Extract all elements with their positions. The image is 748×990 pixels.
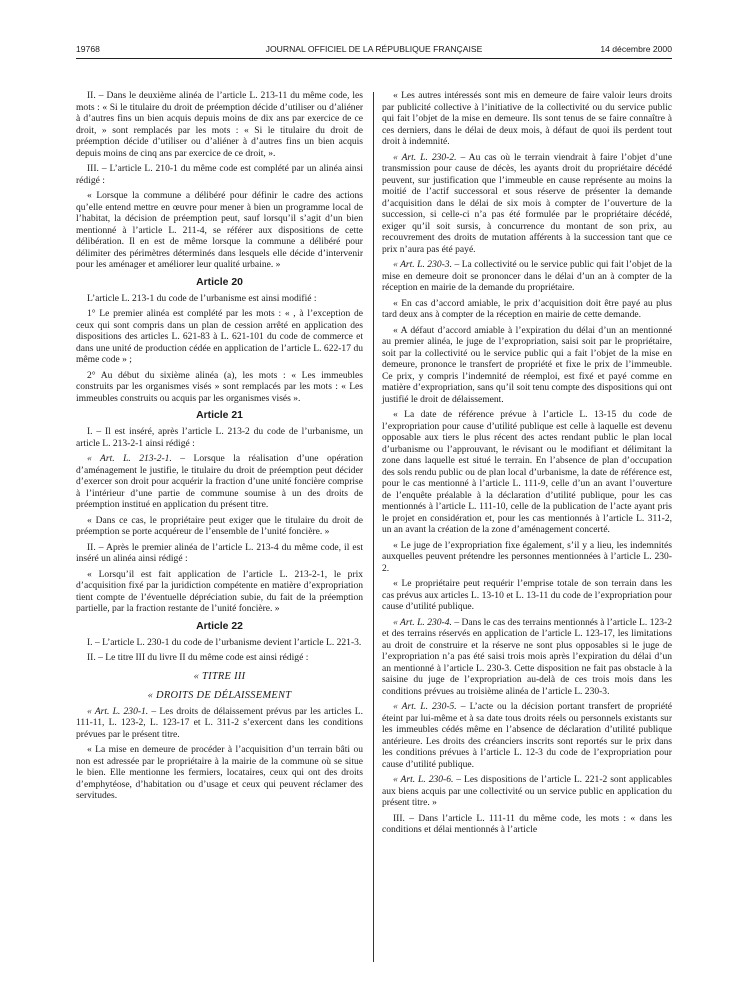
article-reference: « Art. L. 230-2. (393, 151, 457, 163)
publication-date: 14 décembre 2000 (600, 44, 672, 54)
article-reference: « Art. L. 230-4. (393, 616, 452, 628)
header-rule (76, 58, 672, 59)
titre-heading: « TITRE III (193, 670, 246, 682)
paragraph: II. – Dans le deuxième alinéa de l’article L. 213-11 du même code, les mots : « Si le titulaire du droit de préemption décide d’utiliser ou d’aliéner à d’autres fins un bien acquis depuis moins de dix ans par exercice de ce droit, » sont remplacés par les mots : « Si le titulaire du droit de préemption décide d’utiliser ou d’aliéner à d’autres fins un bien acquis depuis moins de cinq ans par exercice de ce droit, ». (76, 90, 363, 159)
section-heading: « DROITS DE DÉLAISSEMENT (147, 689, 292, 701)
paragraph: « En cas d’accord amiable, le prix d’acquisition doit être payé au plus tard deux ans à compter de la réception en mairie de cette demande. (382, 297, 672, 320)
paragraph: « Lorsque la commune a délibéré pour définir le cadre des actions qu’elle entend mettre en œuvre pour mener à bien un programme local de l’habitat, la décision de préemption peut, sauf lorsqu’il s’agit d’un bien mentionné à l’article L. 211-4, se référer aux dispositions de cette délibération. Il en est de même lorsque la commune a délibéré pour délimiter des périmètres déterminés dans lesquels elle décide d’intervenir pour les aménager et améliorer leur qualité urbaine. » (76, 190, 363, 270)
paragraph-text: – Les dispositions de l’article L. 221-2 sont applicables aux biens acquis par une collectivité ou un service public en application du présent titre. » (382, 774, 673, 808)
page-number: 19768 (76, 44, 100, 54)
article-reference: « Art. L. 213-2-1. (87, 453, 172, 464)
paragraph: I. – L’article L. 230-1 du code de l’urbanisme devient l’article L. 221-3. (87, 636, 362, 648)
column-divider (373, 92, 374, 962)
article-reference: « Art. L. 230-6. (393, 774, 454, 785)
paragraph: « La date de référence prévue à l’article L. 13-15 du code de l’expropriation pour cause d’utilité publique est celle à laquelle est devenu opposable aux tiers le plus récent des actes rendant public le plan local d’urbanisme ou l’approuvant, le révisant ou le modifiant et délimitant la zone dans laquelle est situé le terrain. En l’absence de plan d’occupation des sols rendu public ou de plan local d’urbanisme, la date de référence est, pour le cas mentionné à l’article L. 111-9, celle d’un an avant l’ouverture de l’enquête préalable à la déclaration d’utilité publique, pour les cas mentionnés à l’article L. 111-10, celle de la publication de l’acte ayant pris le projet en considération et, pour les cas mentionnés à l’article L. 311-2, un an avant la création de la zone d’aménagement concerté. (382, 409, 672, 535)
paragraph-text: – Les droits de délaissement prévus par les articles L. 111-11, L. 123-2, L. 123-17 et L. 311-2 s’exercent dans les conditions prévues par le présent titre. (76, 705, 363, 740)
paragraph: II. – Après le premier alinéa de l’article L. 213-4 du même code, il est inséré un alinéa ainsi rédigé : (76, 541, 363, 564)
paragraph: « A défaut d’accord amiable à l’expiration du délai d’un an mentionné au premier alinéa, le juge de l’expropriation, saisi soit par le propriétaire, soit par la collectivité ou le service public qui a fait l’objet de la mise en demeure, prononce le transfert de propriété et fixe le prix de l’immeuble. Ce prix, y compris l’indemnité de réemploi, est fixé et payé comme en matière d’expropriation, sans qu’il soit tenu compte des dispositions qui ont justifié le droit de délaissement. (382, 324, 672, 405)
page-header (76, 42, 672, 56)
paragraph: « Lorsqu’il est fait application de l’article L. 213-2-1, le prix d’acquisition fixé par la juridiction compétente en matière d’expropriation tient compte de l’éventuelle dépréciation subie, du fait de la préemption partielle, par la fraction restante de l’unité foncière. » (76, 568, 363, 614)
paragraph: « La mise en demeure de procéder à l’acquisition d’un terrain bâti ou non est adressée par le propriétaire à la mairie de la commune où se situe le bien. Elle mentionne les fermiers, locataires, ceux qui ont des droits d’emphytéose, d’habitation ou d’usage et ceux qui peuvent réclamer des servitudes. (76, 744, 363, 801)
paragraph: 2° Au début du sixième alinéa (a), les mots : « Les immeubles construits par les organismes visés » sont remplacés par les mots : « Les immeubles construits ou acquis par les organismes visés ». (76, 369, 363, 404)
paragraph: III. – Dans l’article L. 111-11 du même code, les mots : « dans les conditions et délai mentionnés à l’article (382, 812, 672, 835)
paragraph-text: – Au cas où le terrain viendrait à faire l’objet d’une transmission pour cause de décès, les ayants droit du propriétaire décédé peuvent, sur justification que l’immeuble en cause représente au moins la moitié de l’actif successoral et sous réserve de présenter la demande d’acquisition dans le délai de six mois à compter de l’ouverture de la succession, si celle-ci n’a pas été formulée par le propriétaire décédé, exiger qu’il soit sursis, à concurrence du montant de son prix, au recouvrement des droits de mutation afférents à la succession tant que ce prix n’aura pas été payé. (382, 151, 672, 255)
paragraph (382, 152, 672, 256)
article-heading: Article 21 (196, 410, 243, 421)
article-reference: « Art. L. 230-5. (393, 701, 457, 712)
paragraph: « Le propriétaire peut requérir l’emprise totale de son terrain dans les cas prévus aux articles L. 13-10 et L. 13-11 du code de l’expropriation pour cause d’utilité publique. (382, 578, 672, 612)
paragraph (76, 453, 363, 511)
paragraph: 1° Le premier alinéa est complété par les mots : « , à l’exception de ceux qui sont compris dans un plan de cession arrêté en application des dispositions des articles L. 621-83 à L. 621-101 du code de commerce et dans une unité de production cédée en application de l’article L. 622-17 du même code » ; (76, 308, 363, 365)
paragraph-text: – Dans le cas des terrains mentionnés à l’article L. 123-2 et des terrains réservés en application de l’article L. 123-17, les limitations au droit de construire et la réserve ne sont plus opposables si le juge de l’expropriation n’a pas été saisi trois mois après l’expiration du délai d’un an mentionné à l’article L. 230-3. Cette disposition ne fait pas obstacle à la saisine du juge de l’expropriation au-delà de ces trois mois dans les conditions prévues au troisième alinéa de l’article L. 230-3. (382, 616, 672, 697)
article-heading: Article 22 (196, 620, 243, 632)
paragraph (76, 706, 363, 741)
paragraph: L’article L. 213-1 du code de l’urbanisme est ainsi modifié : (87, 292, 317, 304)
paragraph: « Les autres intéressés sont mis en demeure de faire valoir leurs droits par publicité collective à l’initiative de la collectivité ou du service public qui fait l’objet de la mise en demeure. Ils sont tenus de se faire connaître à ces derniers, dans le délai de deux mois, à défaut de quoi ils perdent tout droit à indemnité. (382, 90, 672, 147)
paragraph-text: – Lorsque la réalisation d’une opération d’aménagement le justifie, le titulaire du droit de préemption peut décider d’exercer son droit pour acquérir la fraction d’une unité foncière comprise à l’intérieur d’une partie de commune soumise à un des droits de préemption institué en application du présent titre. (76, 453, 363, 510)
paragraph: II. – Le titre III du livre II du même code est ainsi rédigé : (87, 652, 309, 663)
article-reference: « Art. L. 230-1. (87, 705, 149, 717)
paragraph (382, 701, 672, 770)
article-heading: Article 20 (196, 276, 243, 288)
journal-title: JOURNAL OFFICIEL DE LA RÉPUBLIQUE FRANÇAISE (265, 44, 483, 54)
paragraph-text: – L’acte ou la décision portant transfert de propriété éteint par lui-même et à sa date tous droits réels ou personnels existants sur les immeubles cédés même en l’absence de déclaration d’utilité publique antérieure. Les droits des créanciers inscrits sont reportés sur le prix dans les conditions prévues à l’article L. 12-3 du code de l’expropriation pour cause d’utilité publique. (382, 701, 673, 770)
right-column (382, 90, 672, 840)
article-reference: « Art. L. 230-3. (393, 259, 452, 270)
paragraph: « Dans ce cas, le propriétaire peut exiger que le titulaire du droit de préemption se porte acquéreur de l’ensemble de l’unité foncière. » (76, 514, 363, 537)
paragraph: « Le juge de l’expropriation fixe également, s’il y a lieu, les indemnités auxquelles peuvent prétendre les personnes mentionnées à l’article L. 230-2. (382, 539, 672, 574)
paragraph: III. – L’article L. 210-1 du même code est complété par un alinéa ainsi rédigé : (76, 163, 363, 186)
left-column (76, 90, 363, 806)
paragraph (382, 774, 672, 809)
paragraph-text: – La collectivité ou le service public qui fait l’objet de la mise en demeure doit se prononcer dans le délai d’un an à compter de la réception en mairie de la demande du propriétaire. (382, 259, 672, 293)
paragraph: I. – Il est inséré, après l’article L. 213-2 du code de l’urbanisme, un article L. 213-2-1 ainsi rédigé : (76, 426, 363, 449)
paragraph (382, 259, 672, 294)
paragraph (382, 617, 672, 698)
